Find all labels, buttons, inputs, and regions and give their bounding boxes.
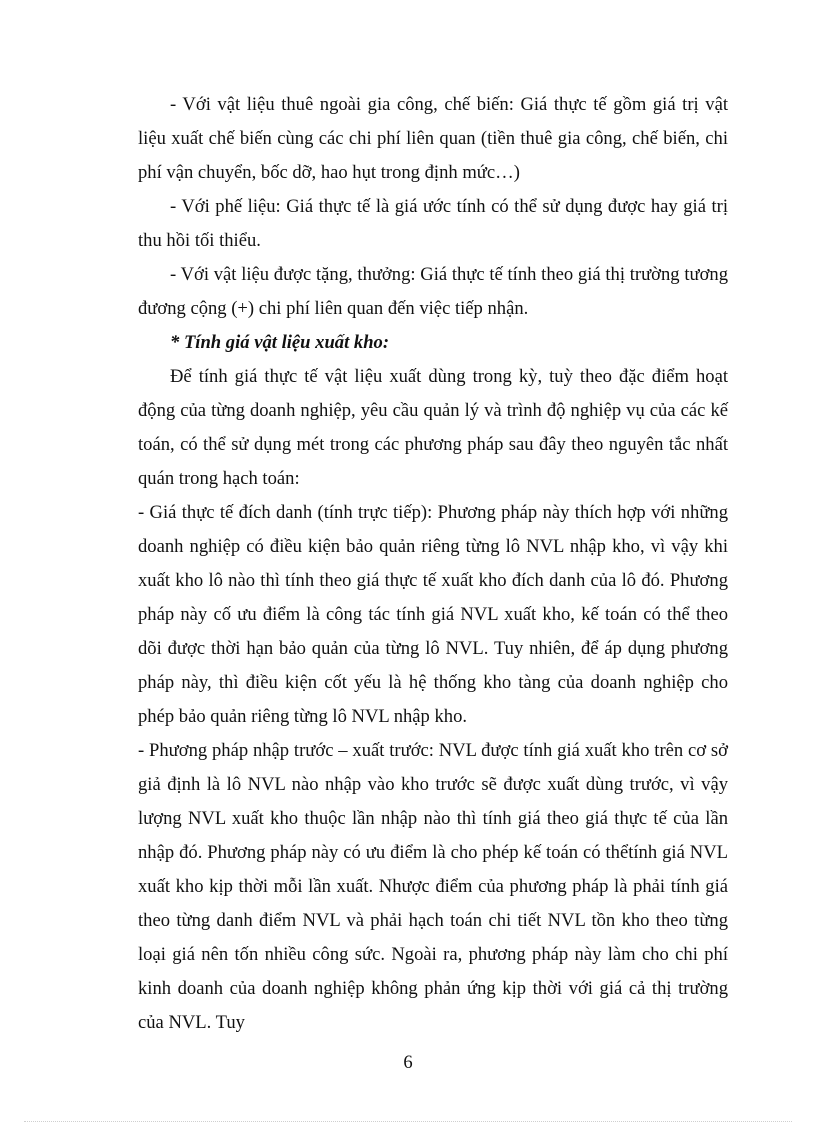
section-heading: * Tính giá vật liệu xuất kho: <box>170 332 390 353</box>
page-bottom-divider <box>24 1121 792 1122</box>
paragraph-donated-materials: - Với vật liệu được tặng, thưởng: Giá thực tế tính theo giá thị trường tương đương cộng (+) chi phí liên quan đến việc tiếp nhận. <box>138 264 728 319</box>
paragraph-intro: Để tính giá thực tế vật liệu xuất dùng trong kỳ, tuỳ theo đặc điểm hoạt động của từng doanh nghiệp, yêu cầu quản lý và trình độ nghiệp vụ của các kế toán, có thể sử dụng mét trong các phương pháp sau đây theo nguyên tắc nhất quán trong hạch toán: <box>138 366 728 489</box>
paragraph-fifo: - Phương pháp nhập trước – xuất trước: NVL được tính giá xuất kho trên cơ sở giả định là lô NVL nào nhập vào kho trước sẽ được xuất dùng trước, vì vậy lượng NVL xuất kho thuộc lần nhập nào thì tính giá theo giá thực tế của lần nhập đó. Phương pháp này có ưu điểm là cho phép kế toán có thểtính giá NVL xuất kho kịp thời mỗi lần xuất. Nhược điểm của phương pháp là phải tính giá theo từng danh điểm NVL và phải hạch toán chi tiết NVL tồn kho theo từng loại giá nên tốn nhiều công sức. Ngoài ra, phương pháp này làm cho chi phí kinh doanh của doanh nghiệp không phản ứng kịp thời với giá cả thị trường của NVL. Tuy <box>138 740 728 1033</box>
page-number: 6 <box>403 1052 413 1073</box>
paragraph-specific-identification: - Giá thực tế đích danh (tính trực tiếp): Phương pháp này thích hợp với những doanh nghiệp có điều kiện bảo quản riêng từng lô NVL nhập kho, vì vậy khi xuất kho lô nào thì tính theo giá thực tế xuất kho đích danh của lô đó. Phương pháp này cố ưu điểm là công tác tính giá NVL xuất kho, kế toán có thể theo dõi được thời hạn bảo quản của từng lô NVL. Tuy nhiên, để áp dụng phương pháp này, thì điều kiện cốt yếu là hệ thống kho tàng của doanh nghiệp cho phép bảo quản riêng từng lô NVL nhập kho. <box>138 502 728 727</box>
body-text <box>138 88 728 1040</box>
paragraph-scrap: - Với phế liệu: Giá thực tế là giá ước tính có thể sử dụng được hay giá trị thu hồi tối thiểu. <box>138 196 728 251</box>
paragraph-outsourced-materials: - Với vật liệu thuê ngoài gia công, chế biến: Giá thực tế gồm giá trị vật liệu xuất chế biến cùng các chi phí liên quan (tiền thuê gia công, chế biến, chi phí vận chuyển, bốc dỡ, hao hụt trong định mức…) <box>138 94 728 183</box>
